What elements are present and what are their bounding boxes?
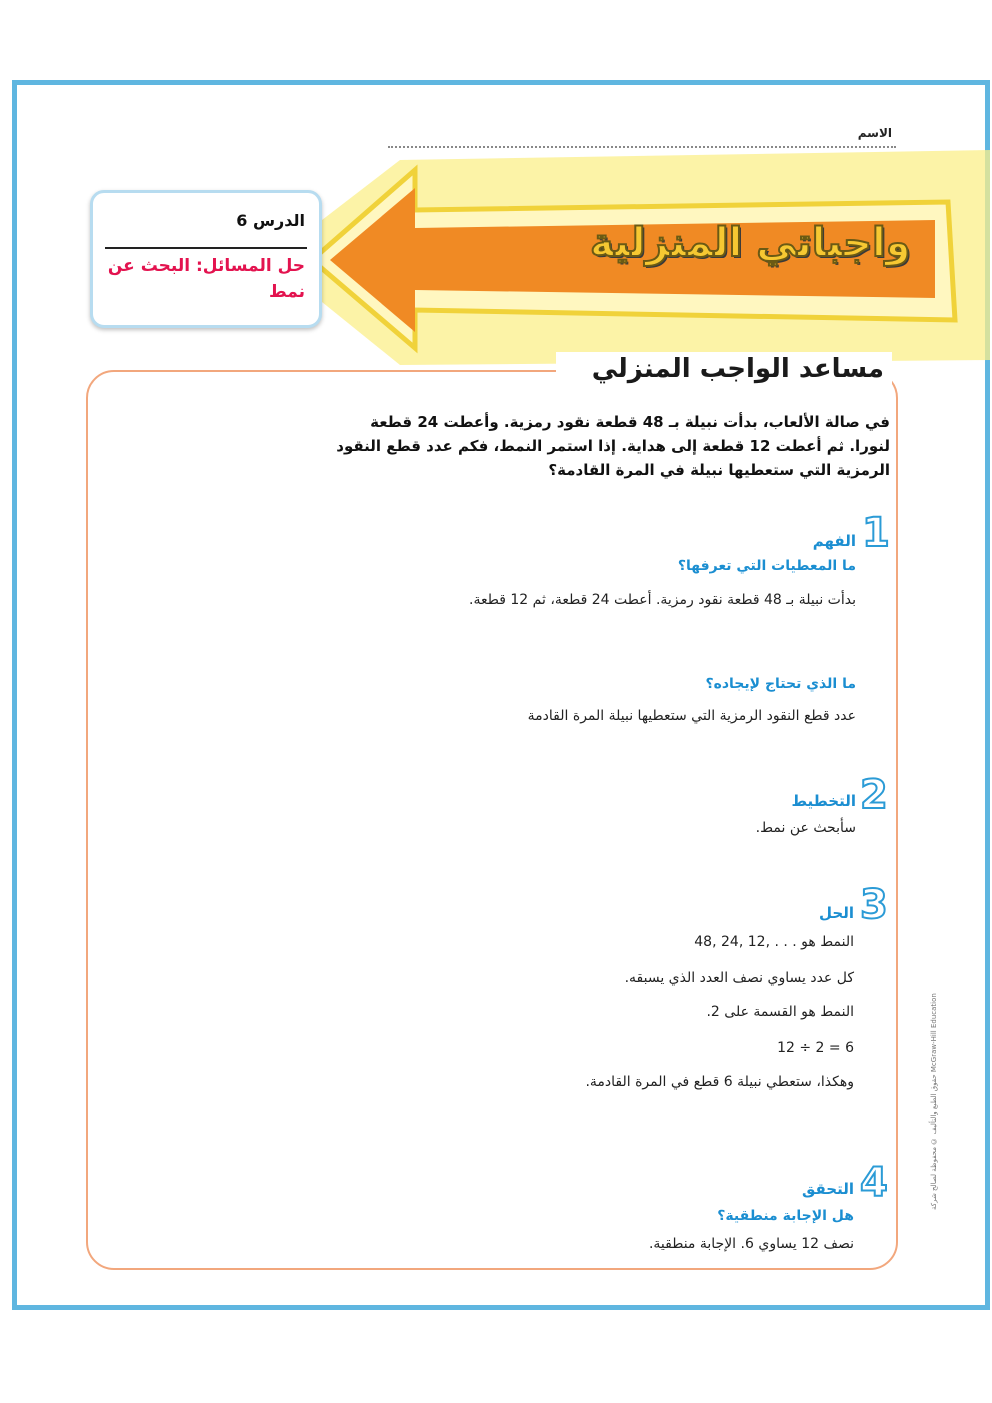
problem-text: في صالة الألعاب، بدأت نبيلة بـ 48 قطعة نقود رمزية. وأعطت 24 قطعة لنورا. ثم أعطت 12 قطعة إلى هداية. إذا استمر النمط، فكم عدد قطع النقود الرمزية التي ستعطيها نبيلة في المرة القادمة؟ bbox=[336, 413, 890, 479]
step-4-question: هل الإجابة منطقية؟ bbox=[717, 1208, 854, 1224]
name-label: الاسم bbox=[857, 126, 892, 140]
step-1-question-1: ما المعطيات التي تعرفها؟ bbox=[677, 558, 856, 574]
lesson-divider bbox=[105, 247, 307, 249]
step-3-operation: النمط هو القسمة على 2. bbox=[706, 1004, 854, 1020]
step-1-question-2: ما الذي تحتاج لإيجاده؟ bbox=[705, 676, 856, 692]
step-1-heading: الفهم bbox=[812, 532, 856, 550]
helper-title-wrap bbox=[556, 352, 892, 392]
step-3-pattern: النمط هو . . . ,12 ,24 ,48 bbox=[694, 934, 854, 950]
step-1-answer-1: بدأت نبيلة بـ 48 قطعة نقود رمزية. أعطت 24 قطعة، ثم 12 قطعة. bbox=[469, 592, 856, 608]
copyright-note: حقوق الطبع والتأليف © محفوظة لصالح شركة McGraw-Hill Education bbox=[930, 993, 938, 1210]
homework-title: واجباتي المنزلية bbox=[590, 220, 911, 266]
step-4-number: 4 bbox=[860, 1160, 888, 1206]
step-2-heading: التخطيط bbox=[791, 792, 856, 810]
step-1-number: 1 bbox=[862, 510, 890, 556]
helper-title: مساعد الواجب المنزلي bbox=[591, 354, 884, 384]
step-3-conclusion: وهكذا، ستعطي نبيلة 6 قطع في المرة القادمة. bbox=[585, 1074, 854, 1090]
step-4-answer: نصف 12 يساوي 6. الإجابة منطقية. bbox=[648, 1236, 854, 1252]
step-3-heading: الحل bbox=[819, 904, 854, 922]
step-4-heading: التحقق bbox=[801, 1180, 854, 1198]
step-3-rule: كل عدد يساوي نصف العدد الذي يسبقه. bbox=[624, 970, 854, 986]
step-2-answer: سأبحث عن نمط. bbox=[755, 820, 856, 836]
lesson-title: حل المسائل: البحث عن نمط bbox=[107, 256, 305, 303]
name-field bbox=[388, 128, 896, 148]
step-3-equation: 12 ÷ 2 = 6 bbox=[777, 1040, 854, 1056]
name-line bbox=[388, 146, 896, 148]
step-2-number: 2 bbox=[860, 772, 888, 818]
lesson-number: الدرس 6 bbox=[236, 211, 305, 230]
step-3-number: 3 bbox=[860, 882, 888, 928]
step-1-answer-2: عدد قطع النقود الرمزية التي ستعطيها نبيلة المرة القادمة bbox=[527, 708, 856, 724]
lesson-card bbox=[90, 190, 322, 328]
